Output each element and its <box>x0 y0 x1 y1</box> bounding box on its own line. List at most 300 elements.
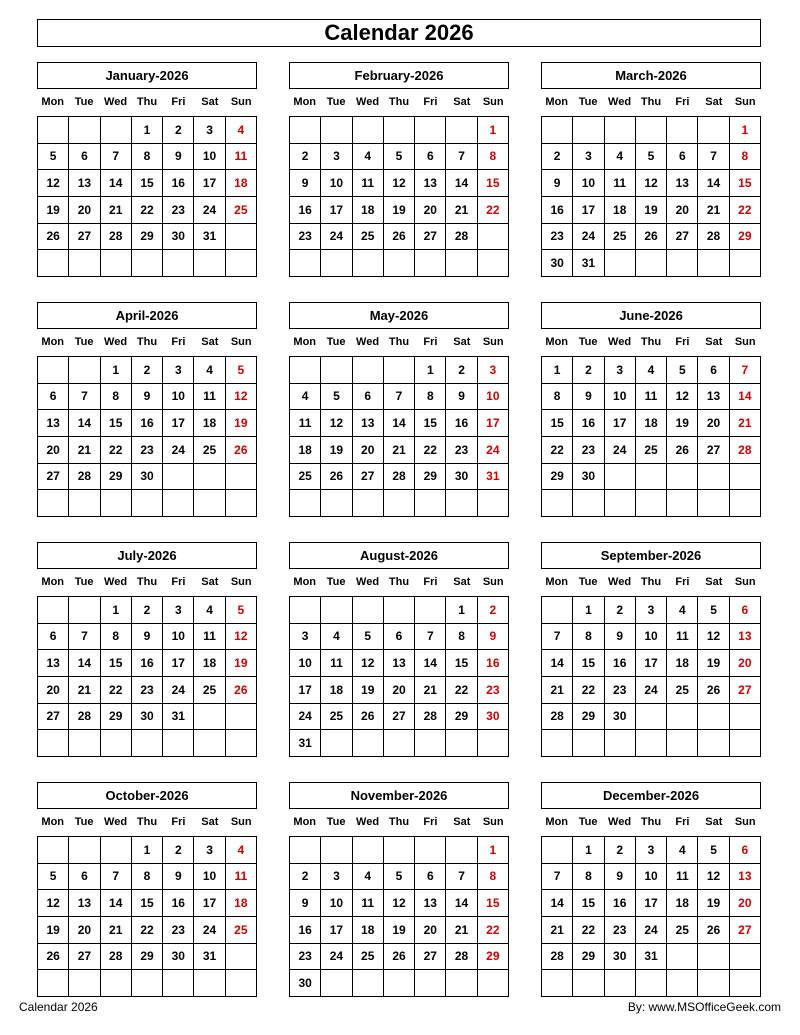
day-cell: 30 <box>542 250 573 277</box>
weekday-label: Thu <box>640 576 662 588</box>
day-cell: 2 <box>605 597 636 624</box>
day-cell: 14 <box>101 890 132 917</box>
day-cell: 27 <box>384 704 415 731</box>
empty-day-cell <box>321 597 352 624</box>
day-cell: 3 <box>636 597 667 624</box>
weekday-header-row <box>37 94 257 110</box>
day-cell: 29 <box>573 944 604 971</box>
day-cell: 21 <box>698 197 729 224</box>
day-cell: 4 <box>321 624 352 651</box>
footer-label: Calendar 2026 <box>19 1000 98 1014</box>
empty-day-cell <box>194 250 225 277</box>
day-cell: 10 <box>194 864 225 891</box>
empty-day-cell <box>132 250 163 277</box>
empty-day-cell <box>698 117 729 144</box>
empty-day-cell <box>667 464 698 491</box>
weekday-label: Sat <box>453 576 471 588</box>
empty-day-cell <box>353 357 384 384</box>
empty-day-cell <box>38 490 69 517</box>
empty-day-cell <box>636 117 667 144</box>
day-cell: 19 <box>226 410 257 437</box>
day-cell: 15 <box>132 890 163 917</box>
day-cell: 9 <box>163 864 194 891</box>
weekday-label: Wed <box>356 816 380 828</box>
weekday-label: Wed <box>356 96 380 108</box>
day-cell: 24 <box>478 437 509 464</box>
day-cell: 27 <box>698 437 729 464</box>
day-cell: 13 <box>730 624 761 651</box>
empty-day-cell <box>290 490 321 517</box>
weekday-label: Sun <box>734 576 756 588</box>
weekday-label: Tue <box>74 816 94 828</box>
day-cell: 18 <box>194 650 225 677</box>
day-grid <box>541 596 761 757</box>
empty-day-cell <box>636 490 667 517</box>
day-cell: 19 <box>384 917 415 944</box>
empty-day-cell <box>353 250 384 277</box>
empty-day-cell <box>384 490 415 517</box>
day-cell: 1 <box>132 837 163 864</box>
empty-day-cell <box>698 490 729 517</box>
weekday-label: Mon <box>293 816 317 828</box>
day-cell: 27 <box>667 224 698 251</box>
day-cell: 12 <box>667 384 698 411</box>
day-cell: 30 <box>573 464 604 491</box>
day-cell: 26 <box>698 677 729 704</box>
empty-day-cell <box>226 970 257 997</box>
day-cell: 28 <box>69 704 100 731</box>
day-cell: 9 <box>573 384 604 411</box>
day-cell: 9 <box>478 624 509 651</box>
weekday-label: Fri <box>423 816 438 828</box>
day-cell: 11 <box>321 650 352 677</box>
day-cell: 24 <box>605 437 636 464</box>
day-cell: 1 <box>542 357 573 384</box>
empty-day-cell <box>446 490 477 517</box>
day-cell: 6 <box>730 597 761 624</box>
day-cell: 29 <box>132 224 163 251</box>
day-cell: 27 <box>353 464 384 491</box>
day-cell: 9 <box>290 890 321 917</box>
day-cell: 18 <box>605 197 636 224</box>
day-cell: 22 <box>478 917 509 944</box>
day-cell: 7 <box>101 144 132 171</box>
day-cell: 11 <box>194 624 225 651</box>
day-cell: 15 <box>478 170 509 197</box>
day-cell: 7 <box>542 624 573 651</box>
day-cell: 24 <box>573 224 604 251</box>
weekday-label: Tue <box>74 576 94 588</box>
empty-day-cell <box>38 117 69 144</box>
day-cell: 16 <box>542 197 573 224</box>
empty-day-cell <box>446 730 477 757</box>
day-cell: 25 <box>290 464 321 491</box>
empty-day-cell <box>69 837 100 864</box>
day-cell: 29 <box>730 224 761 251</box>
day-cell: 10 <box>478 384 509 411</box>
empty-day-cell <box>667 490 698 517</box>
empty-day-cell <box>321 970 352 997</box>
day-cell: 6 <box>69 864 100 891</box>
day-cell: 9 <box>163 144 194 171</box>
day-cell: 18 <box>290 437 321 464</box>
day-cell: 29 <box>542 464 573 491</box>
day-cell: 17 <box>478 410 509 437</box>
day-cell: 4 <box>667 597 698 624</box>
empty-day-cell <box>415 970 446 997</box>
empty-day-cell <box>353 730 384 757</box>
day-cell: 30 <box>290 970 321 997</box>
day-cell: 4 <box>353 864 384 891</box>
day-cell: 10 <box>163 384 194 411</box>
empty-day-cell <box>384 730 415 757</box>
empty-day-cell <box>69 250 100 277</box>
day-cell: 7 <box>384 384 415 411</box>
weekday-label: Sun <box>230 816 252 828</box>
empty-day-cell <box>698 250 729 277</box>
day-cell: 22 <box>573 677 604 704</box>
day-cell: 24 <box>636 677 667 704</box>
day-cell: 26 <box>38 944 69 971</box>
empty-day-cell <box>698 970 729 997</box>
day-cell: 26 <box>226 437 257 464</box>
month-title: January-2026 <box>37 62 257 89</box>
day-cell: 21 <box>446 917 477 944</box>
empty-day-cell <box>353 117 384 144</box>
day-cell: 28 <box>542 944 573 971</box>
day-cell: 17 <box>194 170 225 197</box>
day-cell: 8 <box>730 144 761 171</box>
day-cell: 20 <box>353 437 384 464</box>
empty-day-cell <box>636 970 667 997</box>
day-cell: 10 <box>163 624 194 651</box>
day-cell: 23 <box>132 437 163 464</box>
weekday-label: Wed <box>608 96 632 108</box>
day-cell: 19 <box>667 410 698 437</box>
empty-day-cell <box>542 597 573 624</box>
day-cell: 14 <box>698 170 729 197</box>
day-cell: 19 <box>353 677 384 704</box>
empty-day-cell <box>730 970 761 997</box>
day-cell: 21 <box>730 410 761 437</box>
day-cell: 25 <box>667 917 698 944</box>
day-cell: 8 <box>132 144 163 171</box>
weekday-label: Tue <box>578 816 598 828</box>
weekday-label: Tue <box>578 576 598 588</box>
day-cell: 22 <box>446 677 477 704</box>
day-grid <box>289 116 509 277</box>
weekday-header-row <box>37 814 257 830</box>
weekday-label: Mon <box>293 336 317 348</box>
empty-day-cell <box>69 490 100 517</box>
day-cell: 4 <box>290 384 321 411</box>
day-cell: 31 <box>478 464 509 491</box>
day-cell: 8 <box>573 864 604 891</box>
day-cell: 7 <box>69 384 100 411</box>
day-grid <box>37 836 257 997</box>
day-cell: 2 <box>290 864 321 891</box>
weekday-label: Wed <box>104 96 128 108</box>
day-cell: 21 <box>542 677 573 704</box>
empty-day-cell <box>415 250 446 277</box>
day-cell: 14 <box>446 890 477 917</box>
empty-day-cell <box>290 117 321 144</box>
empty-day-cell <box>163 250 194 277</box>
day-cell: 28 <box>446 224 477 251</box>
day-cell: 8 <box>478 144 509 171</box>
weekday-label: Fri <box>675 576 690 588</box>
day-cell: 1 <box>573 597 604 624</box>
empty-day-cell <box>194 464 225 491</box>
empty-day-cell <box>226 944 257 971</box>
day-cell: 25 <box>226 917 257 944</box>
day-grid <box>37 596 257 757</box>
empty-day-cell <box>194 730 225 757</box>
weekday-label: Fri <box>675 336 690 348</box>
day-cell: 20 <box>38 437 69 464</box>
day-cell: 30 <box>446 464 477 491</box>
weekday-label: Sat <box>705 576 723 588</box>
day-cell: 18 <box>667 650 698 677</box>
day-cell: 8 <box>542 384 573 411</box>
weekday-header-row <box>541 334 761 350</box>
day-cell: 22 <box>101 437 132 464</box>
empty-day-cell <box>38 970 69 997</box>
day-cell: 6 <box>415 864 446 891</box>
weekday-label: Sat <box>705 96 723 108</box>
day-cell: 26 <box>38 224 69 251</box>
weekday-label: Sat <box>201 96 219 108</box>
empty-day-cell <box>667 704 698 731</box>
weekday-label: Sat <box>201 576 219 588</box>
weekday-label: Wed <box>356 336 380 348</box>
day-cell: 2 <box>478 597 509 624</box>
empty-day-cell <box>226 730 257 757</box>
day-cell: 27 <box>38 704 69 731</box>
weekday-label: Wed <box>104 816 128 828</box>
day-cell: 18 <box>226 170 257 197</box>
day-cell: 9 <box>132 624 163 651</box>
day-cell: 19 <box>321 437 352 464</box>
empty-day-cell <box>132 730 163 757</box>
day-cell: 7 <box>698 144 729 171</box>
day-cell: 13 <box>38 650 69 677</box>
day-cell: 16 <box>478 650 509 677</box>
day-cell: 4 <box>194 597 225 624</box>
empty-day-cell <box>194 704 225 731</box>
day-cell: 7 <box>542 864 573 891</box>
weekday-label: Fri <box>423 576 438 588</box>
day-cell: 12 <box>38 170 69 197</box>
empty-day-cell <box>478 490 509 517</box>
empty-day-cell <box>605 117 636 144</box>
weekday-label: Sat <box>453 96 471 108</box>
day-cell: 6 <box>384 624 415 651</box>
day-cell: 2 <box>132 357 163 384</box>
day-cell: 24 <box>636 917 667 944</box>
day-cell: 8 <box>446 624 477 651</box>
day-cell: 3 <box>636 837 667 864</box>
weekday-label: Tue <box>74 336 94 348</box>
day-cell: 23 <box>163 197 194 224</box>
empty-day-cell <box>730 250 761 277</box>
day-cell: 31 <box>290 730 321 757</box>
day-cell: 8 <box>415 384 446 411</box>
day-cell: 3 <box>605 357 636 384</box>
empty-day-cell <box>69 117 100 144</box>
weekday-label: Thu <box>388 96 410 108</box>
day-cell: 26 <box>384 944 415 971</box>
weekday-label: Sun <box>230 576 252 588</box>
weekday-label: Fri <box>171 96 186 108</box>
empty-day-cell <box>667 730 698 757</box>
day-cell: 3 <box>194 837 225 864</box>
day-cell: 22 <box>730 197 761 224</box>
empty-day-cell <box>730 730 761 757</box>
day-cell: 26 <box>384 224 415 251</box>
empty-day-cell <box>636 704 667 731</box>
empty-day-cell <box>69 357 100 384</box>
weekday-label: Mon <box>293 576 317 588</box>
day-cell: 4 <box>353 144 384 171</box>
weekday-label: Thu <box>136 96 158 108</box>
day-cell: 20 <box>730 650 761 677</box>
day-cell: 23 <box>605 677 636 704</box>
empty-day-cell <box>542 117 573 144</box>
day-cell: 16 <box>290 917 321 944</box>
empty-day-cell <box>730 704 761 731</box>
empty-day-cell <box>290 357 321 384</box>
day-cell: 17 <box>163 410 194 437</box>
day-cell: 22 <box>101 677 132 704</box>
day-cell: 24 <box>163 677 194 704</box>
day-cell: 28 <box>730 437 761 464</box>
day-cell: 8 <box>478 864 509 891</box>
day-grid <box>37 116 257 277</box>
day-cell: 12 <box>38 890 69 917</box>
day-cell: 23 <box>573 437 604 464</box>
day-cell: 17 <box>605 410 636 437</box>
empty-day-cell <box>667 250 698 277</box>
empty-day-cell <box>321 490 352 517</box>
day-cell: 20 <box>667 197 698 224</box>
month-title: November-2026 <box>289 782 509 809</box>
empty-day-cell <box>667 970 698 997</box>
day-cell: 16 <box>132 650 163 677</box>
day-cell: 21 <box>101 917 132 944</box>
day-cell: 4 <box>226 837 257 864</box>
day-cell: 11 <box>194 384 225 411</box>
day-cell: 25 <box>321 704 352 731</box>
day-cell: 23 <box>542 224 573 251</box>
day-cell: 25 <box>194 437 225 464</box>
day-cell: 15 <box>730 170 761 197</box>
day-cell: 30 <box>132 704 163 731</box>
weekday-label: Fri <box>675 96 690 108</box>
day-cell: 24 <box>321 944 352 971</box>
empty-day-cell <box>415 837 446 864</box>
day-cell: 2 <box>605 837 636 864</box>
day-grid <box>289 356 509 517</box>
day-cell: 29 <box>478 944 509 971</box>
day-grid <box>289 596 509 757</box>
weekday-label: Mon <box>545 576 569 588</box>
day-cell: 23 <box>132 677 163 704</box>
day-cell: 15 <box>446 650 477 677</box>
day-cell: 28 <box>698 224 729 251</box>
empty-day-cell <box>69 970 100 997</box>
day-cell: 25 <box>667 677 698 704</box>
day-cell: 21 <box>69 677 100 704</box>
day-cell: 6 <box>698 357 729 384</box>
day-cell: 6 <box>38 624 69 651</box>
day-cell: 12 <box>384 170 415 197</box>
day-cell: 19 <box>384 197 415 224</box>
day-cell: 19 <box>698 650 729 677</box>
day-cell: 10 <box>605 384 636 411</box>
empty-day-cell <box>730 944 761 971</box>
day-cell: 12 <box>698 864 729 891</box>
day-grid <box>541 356 761 517</box>
weekday-label: Thu <box>388 816 410 828</box>
day-cell: 12 <box>226 384 257 411</box>
month-title: April-2026 <box>37 302 257 329</box>
day-cell: 13 <box>384 650 415 677</box>
day-cell: 29 <box>446 704 477 731</box>
day-cell: 2 <box>163 837 194 864</box>
empty-day-cell <box>573 730 604 757</box>
day-cell: 24 <box>163 437 194 464</box>
day-cell: 31 <box>573 250 604 277</box>
day-cell: 12 <box>353 650 384 677</box>
day-cell: 30 <box>132 464 163 491</box>
weekday-label: Thu <box>640 96 662 108</box>
day-cell: 21 <box>384 437 415 464</box>
day-cell: 3 <box>163 597 194 624</box>
day-cell: 26 <box>667 437 698 464</box>
day-cell: 27 <box>730 917 761 944</box>
empty-day-cell <box>605 490 636 517</box>
day-cell: 13 <box>38 410 69 437</box>
empty-day-cell <box>101 970 132 997</box>
empty-day-cell <box>290 250 321 277</box>
day-cell: 13 <box>353 410 384 437</box>
day-grid <box>37 356 257 517</box>
weekday-label: Sat <box>453 816 471 828</box>
day-grid <box>289 836 509 997</box>
day-cell: 16 <box>605 890 636 917</box>
day-cell: 5 <box>636 144 667 171</box>
day-cell: 30 <box>605 944 636 971</box>
day-cell: 14 <box>542 650 573 677</box>
day-cell: 30 <box>605 704 636 731</box>
day-cell: 20 <box>384 677 415 704</box>
day-cell: 3 <box>478 357 509 384</box>
day-cell: 8 <box>573 624 604 651</box>
empty-day-cell <box>415 117 446 144</box>
weekday-header-row <box>289 94 509 110</box>
day-cell: 1 <box>478 117 509 144</box>
day-cell: 18 <box>353 197 384 224</box>
day-cell: 21 <box>446 197 477 224</box>
day-cell: 27 <box>415 944 446 971</box>
day-cell: 1 <box>478 837 509 864</box>
day-cell: 20 <box>415 917 446 944</box>
day-cell: 22 <box>573 917 604 944</box>
day-cell: 3 <box>321 144 352 171</box>
empty-day-cell <box>446 250 477 277</box>
day-cell: 17 <box>636 890 667 917</box>
